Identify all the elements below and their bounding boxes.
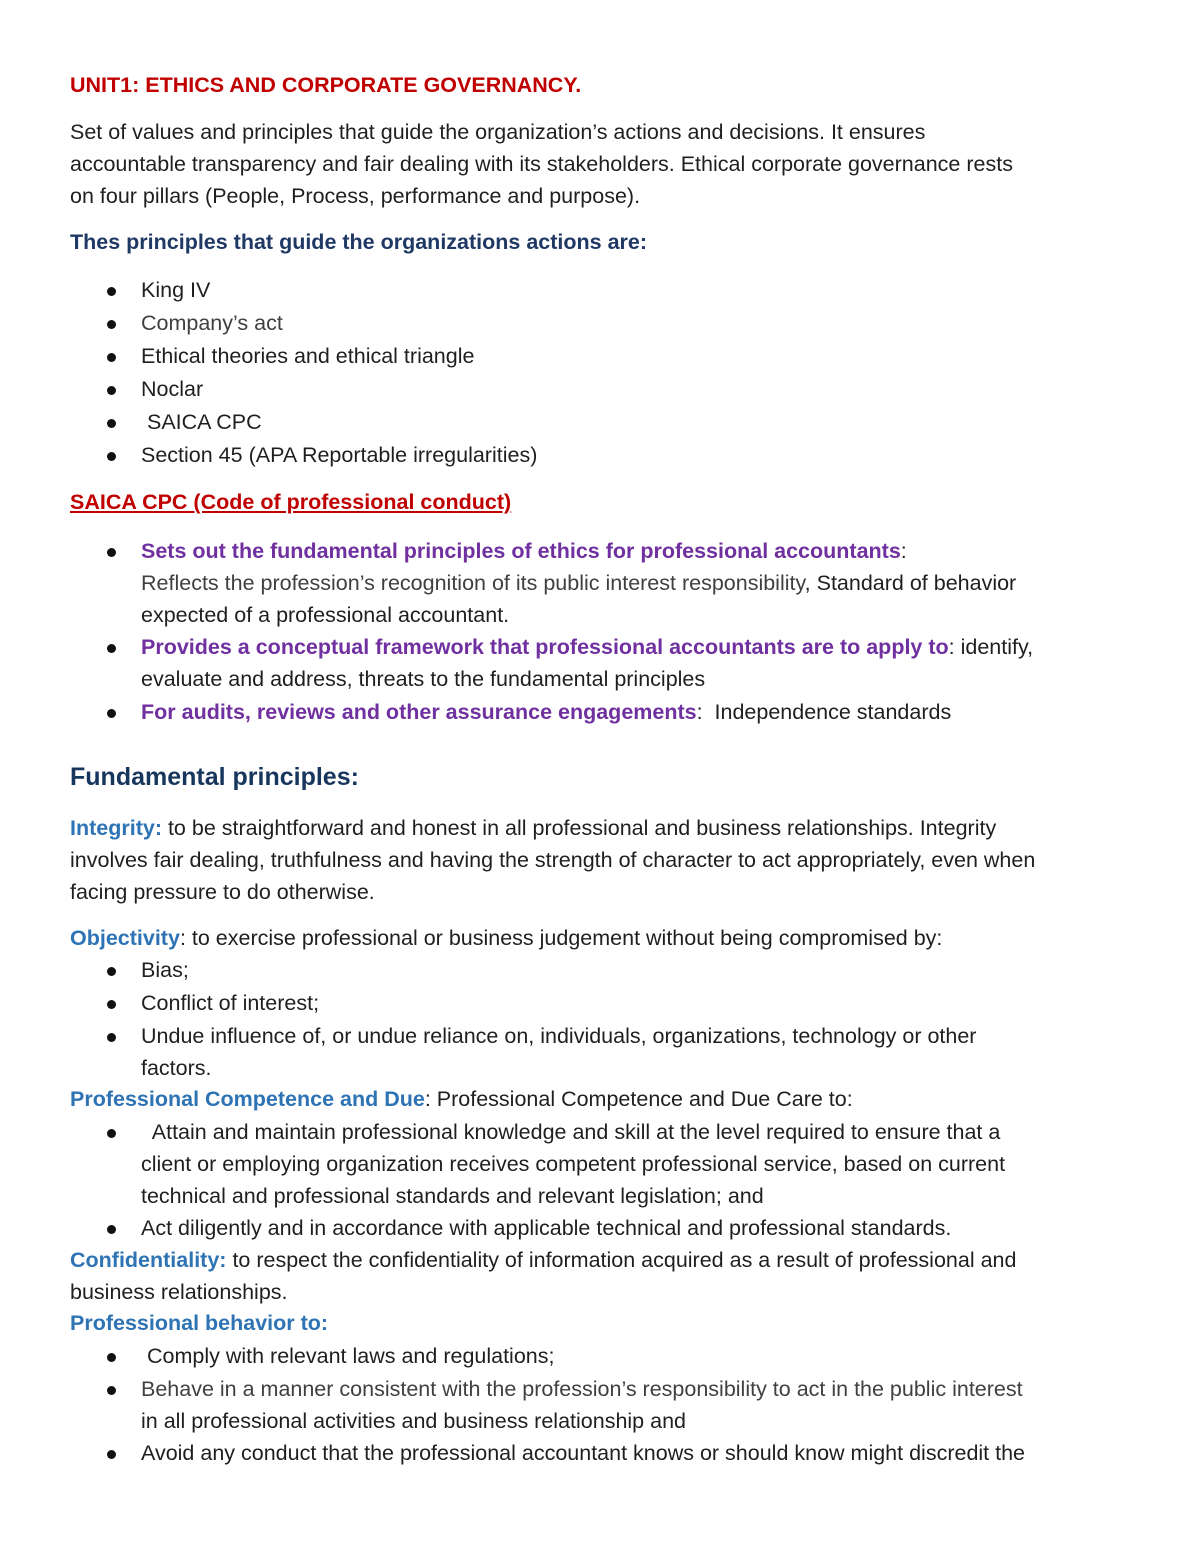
integrity-line-3: facing pressure to do otherwise. [70, 880, 375, 904]
fundamental-heading: Fundamental principles: [70, 763, 359, 791]
integrity-line-2: involves fair dealing, truthfulness and having the strength of character to act appropriately, even when [70, 848, 1036, 872]
objectivity-item: Undue influence of, or undue reliance on, individuals, organizations, technology or other [141, 1024, 977, 1048]
bullet-icon [107, 1450, 116, 1459]
bullet-icon [107, 548, 116, 557]
bullet-icon [107, 353, 116, 362]
principle-item: SAICA CPC [141, 410, 262, 434]
bullet-icon [107, 967, 116, 976]
objectivity-label: Objectivity [70, 926, 180, 950]
saica-heading: SAICA CPC (Code of professional conduct) [70, 490, 512, 514]
competence-label: Professional Competence and Due [70, 1087, 425, 1111]
bullet-icon [107, 1033, 116, 1042]
principle-item: Company’s act [141, 311, 283, 335]
bullet-icon [107, 1000, 116, 1009]
integrity-text: to be straightforward and honest in all professional and business relationships. Integrity [161, 816, 997, 840]
saica-bullet-1 [141, 541, 907, 563]
bullet-icon [107, 644, 116, 653]
principle-item: Section 45 (APA Reportable irregularities) [141, 443, 538, 467]
objectivity-text: : to exercise professional or business judgement without being compromised by: [179, 926, 943, 950]
saica-bullet-1-line-2a: Reflects the profession’s recognition of its public interest responsibility [141, 571, 805, 595]
behavior-bullet-1: Comply with relevant laws and regulations; [141, 1344, 555, 1368]
competence-line [70, 1089, 853, 1111]
intro-line-3: on four pillars (People, Process, performance and purpose). [70, 184, 641, 208]
principles-heading: Thes principles that guide the organizations actions are: [70, 230, 648, 254]
confidentiality-label: Confidentiality: [70, 1248, 227, 1272]
confidentiality-line-1 [70, 1250, 1016, 1272]
saica-bullet-2-line-2: evaluate and address, threats to the fundamental principles [141, 667, 706, 691]
competence-bullet-1-line-3: technical and professional standards and relevant legislation; and [141, 1184, 764, 1208]
competence-bullet-1: Attain and maintain professional knowledge and skill at the level required to ensure that a [141, 1120, 1001, 1144]
bullet-icon [107, 1225, 116, 1234]
bullet-icon [107, 452, 116, 461]
saica-bullet-3 [141, 702, 951, 724]
objectivity-line [70, 928, 942, 950]
competence-bullet-1-line-2: client or employing organization receives competent professional service, based on current [141, 1152, 1006, 1176]
bullet-icon [107, 1129, 116, 1138]
behavior-label: Professional behavior to: [70, 1311, 329, 1335]
confidentiality-line-2: business relationships. [70, 1280, 288, 1304]
integrity-label: Integrity: [70, 816, 162, 840]
objectivity-item: Conflict of interest; [141, 991, 320, 1015]
bullet-icon [107, 419, 116, 428]
intro-line-2: accountable transparency and fair dealing with its stakeholders. Ethical corporate governance rests [70, 152, 1013, 176]
integrity-line-1 [70, 818, 996, 840]
confidentiality-text: to respect the confidentiality of information acquired as a result of professional and [226, 1248, 1017, 1272]
behavior-bullet-2: Behave in a manner consistent with the profession’s responsibility to act in the public interest [141, 1377, 1023, 1401]
bullet-icon [107, 320, 116, 329]
competence-bullet-2: Act diligently and in accordance with applicable technical and professional standards. [141, 1216, 952, 1240]
competence-text: : Professional Competence and Due Care to: [424, 1087, 853, 1111]
saica-bullet-3-label: For audits, reviews and other assurance engagements [141, 700, 697, 724]
unit-title: UNIT1: ETHICS AND CORPORATE GOVERNANCY. [70, 73, 582, 97]
bullet-icon [107, 709, 116, 718]
intro-line-1: Set of values and principles that guide the organization’s actions and decisions. It ensures [70, 120, 926, 144]
principle-item: King IV [141, 278, 211, 302]
objectivity-item: Bias; [141, 958, 189, 982]
bullet-icon [107, 287, 116, 296]
saica-bullet-1-line-3: expected of a professional accountant. [141, 603, 510, 627]
saica-bullet-2-label: Provides a conceptual framework that professional accountants are to apply to [141, 635, 949, 659]
saica-bullet-2-rest: : identify, [948, 635, 1034, 659]
bullet-icon [107, 1353, 116, 1362]
saica-bullet-1-colon: : [900, 539, 907, 563]
bullet-icon [107, 386, 116, 395]
behavior-bullet-2-line-2: in all professional activities and business relationship and [141, 1409, 686, 1433]
principle-item: Ethical theories and ethical triangle [141, 344, 475, 368]
bullet-icon [107, 1386, 116, 1395]
saica-bullet-1-line-2 [141, 573, 1016, 595]
saica-bullet-2 [141, 637, 1033, 659]
objectivity-item-3-line-2: factors. [141, 1056, 212, 1080]
saica-bullet-3-rest: : Independence standards [696, 700, 952, 724]
saica-bullet-1-line-2b: , Standard of behavior [804, 571, 1017, 595]
behavior-bullet-3: Avoid any conduct that the professional accountant knows or should know might discredit the [141, 1441, 1026, 1465]
saica-bullet-1-label: Sets out the fundamental principles of ethics for professional accountants [141, 539, 901, 563]
principle-item: Noclar [141, 377, 204, 401]
